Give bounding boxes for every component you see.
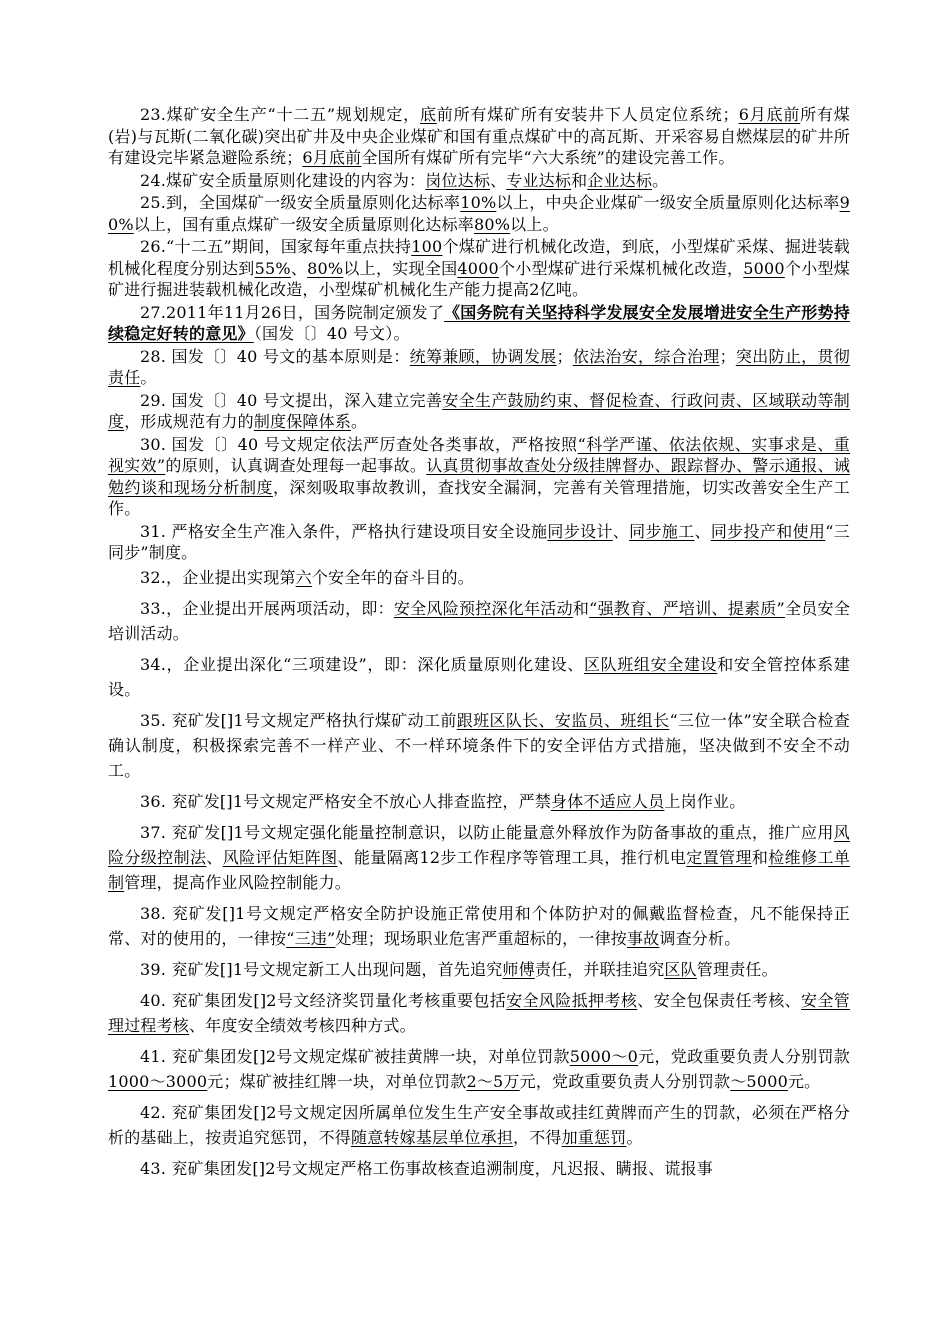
question-item <box>108 988 850 1038</box>
question-text: ，深刻吸取事故教训，查找安全漏洞，完善有关管理措施，切实改善安全生产工作。 <box>108 477 850 518</box>
question-text: “三位一体”安全联合检查确认制度，积极探索完善不一样产业、不一样环境条件下的安全评估方式措施，坚决做到不安全不动工。 <box>108 710 851 780</box>
question-text: 管理责任。 <box>696 959 778 979</box>
answer-text: 专业达标 <box>506 170 572 190</box>
answer-text: 安全风险抵押考核 <box>506 990 638 1010</box>
answer-text: 同步投产和使用 <box>710 521 826 541</box>
question-text: 和安全管控体系建设。 <box>108 654 850 699</box>
question-item <box>108 596 850 646</box>
question-text: 28. 国发〔〕40 号文的基本原则是： <box>140 346 410 366</box>
question-item <box>108 1100 850 1150</box>
answer-text: 5000～0 <box>569 1046 639 1066</box>
question-item <box>108 565 850 590</box>
question-text: 元；煤矿被挂红牌一块，对单位罚款 <box>207 1071 467 1091</box>
answer-text: 依法治安，综合治理 <box>572 346 720 366</box>
question-item <box>108 346 850 389</box>
answer-text: 6月底前 <box>738 105 801 124</box>
answer-text: 安全风险预控深化年活动 <box>393 598 573 618</box>
question-item <box>108 390 850 433</box>
answer-text: “三违” <box>286 928 336 948</box>
question-text: 、年度安全绩效考核四种方式。 <box>189 1015 416 1035</box>
question-text: 38. 兖矿发[]1号文规定严格安全防护设施正常使用和个体防护对的佩戴监督检查，凡不能保持正常、对的使用的，一律按 <box>108 903 850 948</box>
question-text: 上岗作业。 <box>664 791 746 811</box>
question-text: 前所有煤矿所有安装井下人员定位系统； <box>436 105 739 124</box>
question-item <box>108 708 850 783</box>
question-text: 个煤矿进行机械化改造，到底，小型煤矿采煤、掘进装载机械化程度分别达到 <box>108 237 850 278</box>
question-text: 23.煤矿安全生产“十二五”规划规定， <box>140 105 420 124</box>
question-text: 个安全年的奋斗目的。 <box>311 567 474 587</box>
question-item <box>108 170 850 192</box>
answer-text: 加重惩罚 <box>561 1127 627 1147</box>
question-text: 和 <box>571 170 588 190</box>
question-text: 32.，企业提出实现第 <box>140 567 296 587</box>
question-text: 37. 兖矿发[]1号文规定强化能量控制意识，以防止能量意外释放作为防备事故的重点，推广应用 <box>140 822 834 842</box>
question-item <box>108 901 850 951</box>
answer-text: 80% <box>474 214 511 234</box>
question-text: 24.煤矿安全质量原则化建设的内容为： <box>140 170 426 190</box>
answer-text: 《国务院有关坚持科学发展安全发展增进安全生产形势持续稳定好转的意见》 <box>108 302 850 343</box>
question-text: 、 <box>206 847 223 867</box>
answer-text: “强教育、严培训、提素质” <box>589 598 785 618</box>
answer-text: 企业达标 <box>587 170 653 190</box>
question-text: 的原则，认真调查处理每一起事故。 <box>165 456 427 475</box>
answer-text: 认真贯彻事故查处分级挂牌督办、跟踪督办、警示通报、诫勉约谈和现场分析制度 <box>108 456 851 497</box>
answer-text: 风险分级控制法 <box>108 822 850 867</box>
answer-text: ～5000 <box>730 1071 788 1091</box>
question-text: 、 <box>490 170 507 190</box>
question-text: ，形成规范有力的 <box>124 412 254 431</box>
answer-text: 区队班组安全建设 <box>583 654 718 674</box>
question-text: 43. 兖矿集团发[]2号文规定严格工伤事故核查追溯制度，凡迟报、瞒报、谎报事 <box>140 1158 713 1178</box>
answer-text: 岗位达标 <box>425 170 491 190</box>
question-text: 和 <box>572 598 590 618</box>
answer-text: 安全生产鼓励约束、督促检查、行政问责、区域联动等制度 <box>108 390 850 431</box>
question-text: ； <box>719 346 736 366</box>
answer-text: 检维修工单制 <box>108 847 851 892</box>
question-text: 调查分析。 <box>659 928 741 948</box>
answer-text: 风险评估矩阵图 <box>222 847 338 867</box>
question-text: “三同步”制度。 <box>108 521 850 562</box>
question-text: 31. 严格安全生产准入条件，严格执行建设项目安全设施 <box>140 521 548 541</box>
question-text: 和 <box>751 847 769 867</box>
question-text: 、 <box>612 521 630 541</box>
question-text: 30. 国发〔〕40 号文规定依法严厉查处各类事故，严格按照 <box>140 434 578 454</box>
answer-text: 55% <box>254 258 291 278</box>
question-text: 个小型煤矿进行采煤机械化改造， <box>498 258 744 278</box>
question-text: 所有煤(岩)与瓦斯(二氧化碳)突出矿井及中央企业煤矿和国有重点煤矿中的高瓦斯、开采容易自燃煤层的矿井所有建设完毕紧急避险系统； <box>108 105 850 167</box>
document-page <box>108 104 850 1187</box>
question-text: 39. 兖矿发[]1号文规定新工人出现问题，首先追究 <box>140 959 503 979</box>
question-item <box>108 104 850 169</box>
question-text: 。 <box>351 412 368 431</box>
question-text: 26.“十二五”期间，国家每年重点扶持 <box>140 237 412 256</box>
question-text: 管理，提高作业风险控制能力。 <box>124 872 352 892</box>
question-text: 全员安全培训活动。 <box>108 598 851 643</box>
answer-text: 六 <box>295 567 312 587</box>
question-text: 、能量隔离12步工作程序等管理工具，推行机电 <box>337 847 687 867</box>
answer-text: 随意转嫁基层单位承担 <box>351 1127 514 1147</box>
question-text: 以上，中央企业煤矿一级安全质量原则化达标率 <box>496 193 840 212</box>
question-text: 元，党政重要负责人分别罚款 <box>519 1071 731 1091</box>
answer-text: 定置管理 <box>686 847 752 867</box>
question-text: 、 <box>290 258 308 278</box>
answer-text: 90% <box>108 193 850 234</box>
question-item <box>108 652 850 702</box>
answer-text: 6月底前 <box>302 148 362 167</box>
question-text: 。 <box>652 170 669 190</box>
question-text: 。 <box>140 368 157 387</box>
question-text: 25.到，全国煤矿一级安全质量原则化达标率 <box>140 193 461 212</box>
answer-text: 身体不适应人员 <box>551 791 665 811</box>
answer-text: 制度保障体系 <box>253 412 352 431</box>
question-text: 34.，企业提出深化“三项建设”，即：深化质量原则化建设、 <box>140 654 584 674</box>
question-text: 36. 兖矿发[]1号文规定严格安全不放心人排查监控，严禁 <box>140 791 551 811</box>
question-text: 35. 兖矿发[]1号文规定严格执行煤矿动工前 <box>140 710 457 730</box>
question-text: 以上，实现全国 <box>343 258 458 278</box>
answer-text: 1000～3000 <box>108 1071 208 1091</box>
answer-text: 事故 <box>626 928 660 948</box>
answer-text: 10% <box>460 193 497 212</box>
question-item <box>108 1156 850 1181</box>
question-text: 元，党政重要负责人分别罚款 <box>638 1046 850 1066</box>
question-text: 、 <box>694 521 711 541</box>
question-text: 处理；现场职业危害严重超标的，一律按 <box>335 928 627 948</box>
question-text: 29. 国发〔〕40 号文提出，深入建立完善 <box>140 390 443 410</box>
question-item <box>108 1044 850 1094</box>
answer-text: 师傅 <box>502 959 535 979</box>
question-item <box>108 521 850 564</box>
answer-text: 安全管理过程考核 <box>108 990 850 1035</box>
question-text: 个小型煤矿进行掘进装载机械化改造，小型煤矿机械化生产能力提高2亿吨。 <box>108 258 850 299</box>
answer-text: 2～5万 <box>466 1071 520 1091</box>
question-text: 40. 兖矿集团发[]2号文经济奖罚量化考核重要包括 <box>140 990 507 1010</box>
question-item <box>108 434 850 520</box>
question-text: 全国所有煤矿所有完毕“六大系统”的建设完善工作。 <box>361 148 735 167</box>
question-text: 41. 兖矿集团发[]2号文规定煤矿被挂黄牌一块，对单位罚款 <box>140 1046 570 1066</box>
question-text: 以上，国有重点煤矿一级安全质量原则化达标率 <box>133 214 474 234</box>
question-item <box>108 789 850 814</box>
answer-text: 100 <box>411 237 443 256</box>
answer-text: 区队 <box>664 959 697 979</box>
question-text: 元。 <box>787 1071 821 1091</box>
question-text: 42. 兖矿集团发[]2号文规定因所属单位发生生产安全事故或挂红黄牌而产生的罚款，必须在严格分析的基础上，按责追究惩罚，不得 <box>108 1102 850 1147</box>
question-text: 、安全包保责任考核、 <box>637 990 802 1010</box>
question-text: 27.2011年11月26日，国务院制定颁发了 <box>140 302 445 322</box>
question-item <box>108 820 850 895</box>
question-item <box>108 302 850 345</box>
answer-text: 跟班区队长、安监员、班组长 <box>456 710 670 730</box>
question-item <box>108 957 850 982</box>
answer-text: 同步设计 <box>547 521 613 541</box>
answer-text: 同步施工 <box>629 521 695 541</box>
question-text: ； <box>556 346 573 366</box>
answer-text: 底 <box>419 105 437 124</box>
question-item <box>108 236 850 301</box>
question-text: 以上。 <box>510 214 559 234</box>
answer-text: 4000 <box>457 258 499 278</box>
question-text: 33.，企业提出开展两项活动，即： <box>140 598 394 618</box>
question-text: 责任，并联挂追究 <box>534 959 665 979</box>
question-item <box>108 192 850 235</box>
answer-text: “科学严谨、依法依规、实事求是、重视实效” <box>108 434 850 475</box>
answer-text: 统筹兼顾，协调发展 <box>409 346 557 366</box>
question-text: ，不得 <box>513 1127 562 1147</box>
answer-text: 突出防止，贯彻责任 <box>108 346 850 387</box>
question-text: 。 <box>626 1127 643 1147</box>
answer-text: 5000 <box>743 258 785 278</box>
answer-text: 80% <box>307 258 344 278</box>
question-text: （国发〔〕40 号文）。 <box>253 324 410 343</box>
